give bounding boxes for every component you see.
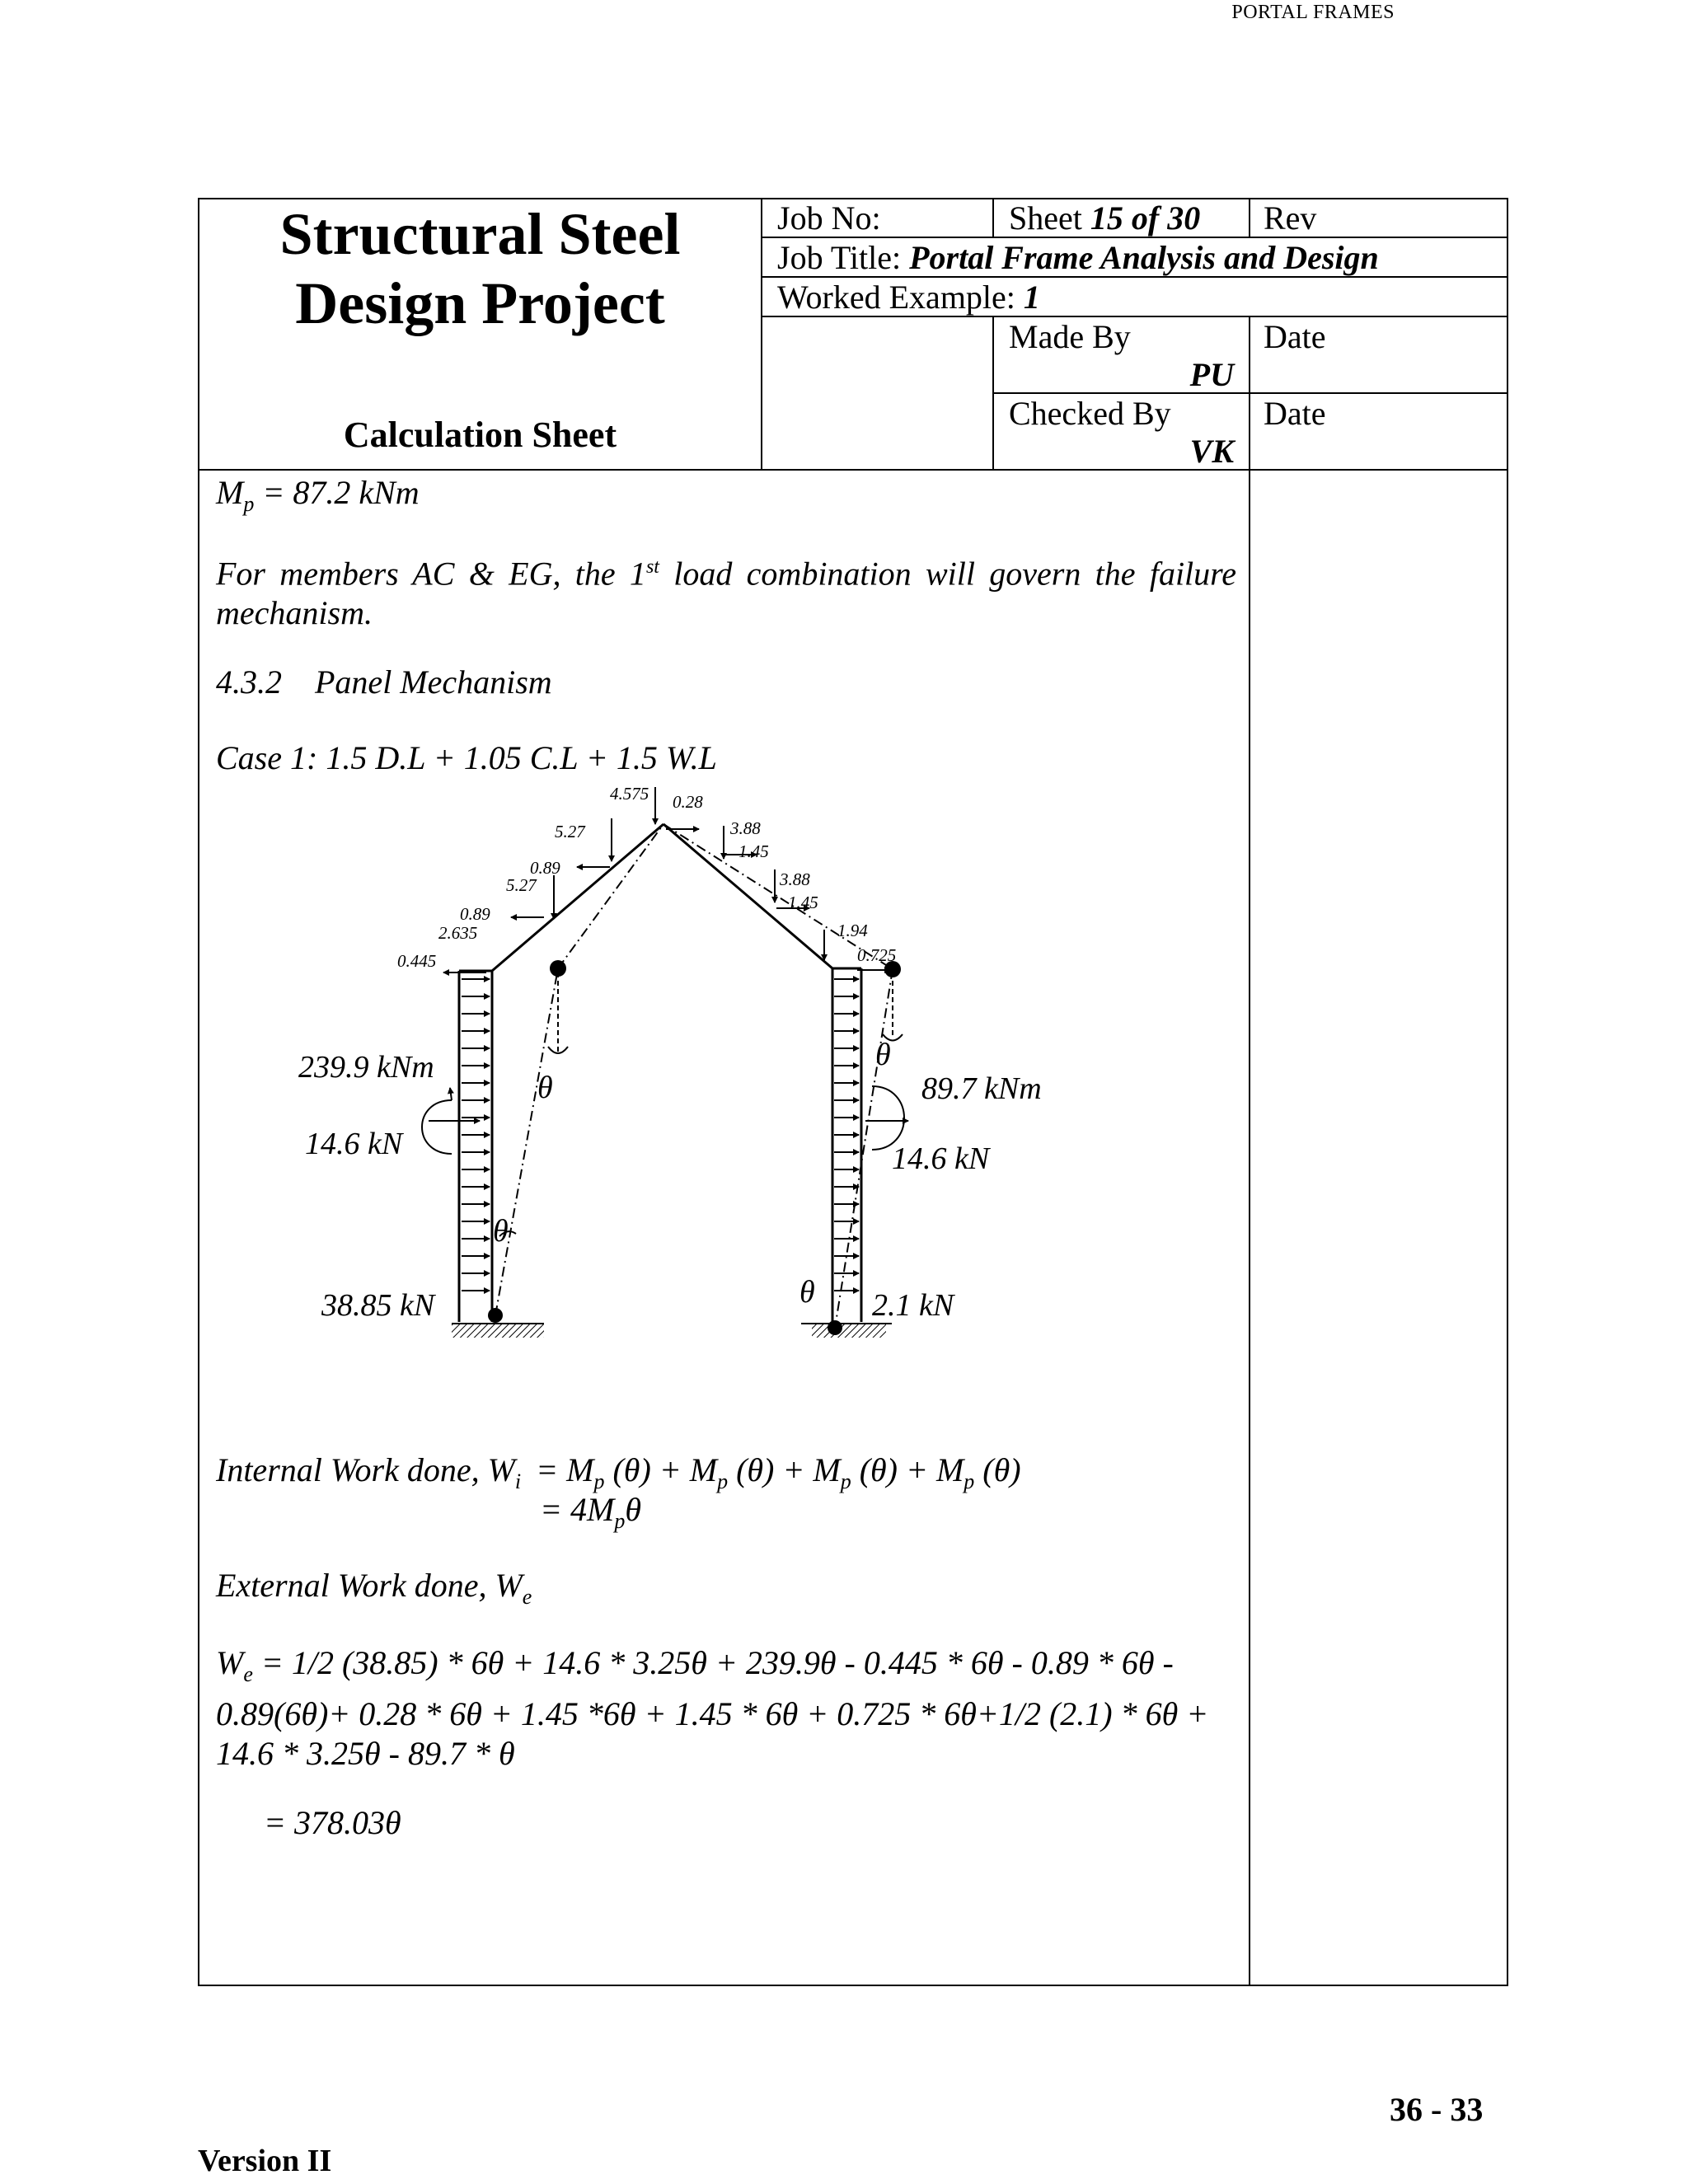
wind-load-arrows [462, 979, 859, 1291]
load-label: 3.88 [730, 818, 761, 838]
job-title: Job Title: Portal Frame Analysis and Design [777, 239, 1379, 276]
moment-label: 239.9 kNm [298, 1050, 434, 1085]
rotation-label: θ [537, 1071, 553, 1105]
version-label: Version II [198, 2144, 332, 2178]
load-label: 1.45 [738, 841, 769, 861]
reaction-label: 2.1 kN [872, 1288, 954, 1323]
header-divider [992, 198, 994, 237]
internal-work-line2: = $4M_p\theta$ [540, 1491, 641, 1533]
panel-mechanism-diagram [298, 783, 1042, 1376]
load-label: 2.635 [438, 923, 478, 943]
load-label: 0.445 [397, 951, 437, 971]
load-label: 0.89 [530, 858, 560, 878]
rotation-label: θ [875, 1038, 891, 1072]
date-label: Date [1264, 395, 1326, 432]
job-no-label: Job No: [777, 199, 881, 237]
section-heading: 4.3.2 Panel Mechanism [216, 663, 552, 701]
applied-moments [422, 1086, 908, 1154]
load-case: Case 1: 1.5 D.L + 1.05 C.L + 1.5 W.L [216, 739, 717, 776]
load-label: 3.88 [780, 869, 810, 889]
load-label: 5.27 [506, 875, 537, 895]
load-label: 1.94 [837, 921, 868, 940]
page-number: 36 - 33 [1390, 2091, 1484, 2128]
load-label: 5.27 [555, 822, 585, 841]
sheet-subtitle: Calculation Sheet [343, 415, 617, 455]
load-label: 0.725 [857, 945, 897, 965]
governing-load-statement: For members AC & EG, the 1st load combination will govern the failure mechanism. [216, 555, 1237, 632]
load-label: 0.89 [460, 904, 490, 924]
date-label: Date [1264, 318, 1326, 355]
sheet-number: Sheet 15 of 30 [1009, 199, 1201, 237]
load-label: 1.45 [788, 893, 818, 912]
external-work-heading: External Work done, $W_e$ [216, 1567, 532, 1609]
checked-by-label: Checked By [1009, 395, 1171, 432]
left-rafter [492, 824, 663, 971]
plastic-moment: $M_p = 87.2$ kNm [216, 474, 420, 516]
header-rule [198, 469, 1508, 471]
base-supports [452, 1324, 892, 1338]
checked-by-value: VK [1189, 433, 1234, 470]
project-title: Structural Steel Design Project [279, 201, 681, 336]
made-by-label: Made By [1009, 318, 1131, 355]
moment-label: 89.7 kNm [921, 1071, 1042, 1106]
force-label: 14.6 kN [892, 1141, 990, 1176]
running-head: PORTAL FRAMES [1231, 2, 1395, 23]
worked-example: Worked Example: 1 [777, 279, 1040, 316]
rev-label: Rev [1264, 199, 1317, 237]
internal-work-line1: Internal Work done, $W_i = M_p$ $(\theta) + M_p$ $(\theta) + M_p$ $(\theta) + M_p$ (θ) [216, 1451, 1021, 1493]
rotation-label: θ [799, 1275, 815, 1310]
header-divider [1249, 198, 1250, 237]
rotation-label: θ [493, 1214, 509, 1249]
external-work-result: = 378.03θ [264, 1804, 401, 1841]
made-by-value: PU [1189, 356, 1234, 393]
load-label: 0.28 [673, 792, 703, 812]
load-label: 4.575 [610, 784, 649, 804]
margin-column-rule [1249, 316, 1250, 1986]
external-work-equation: $W_e = 1/2$ (38.85) * 6θ + 14.6 * 3.25θ + 239.9θ - 0.445 * 6θ - 0.89 * 6θ - 0.89(6θ)+ 0.28 * 6θ + 1.45 *6θ + 1.45 * 6θ + 0.725 * 6θ+1/2 (2.1) * 6θ + 14.6 * 3.25θ - 89.7 * θ [216, 1644, 1209, 1772]
force-label: 14.6 kN [305, 1127, 403, 1161]
reaction-label: 38.85 kN [321, 1288, 435, 1323]
